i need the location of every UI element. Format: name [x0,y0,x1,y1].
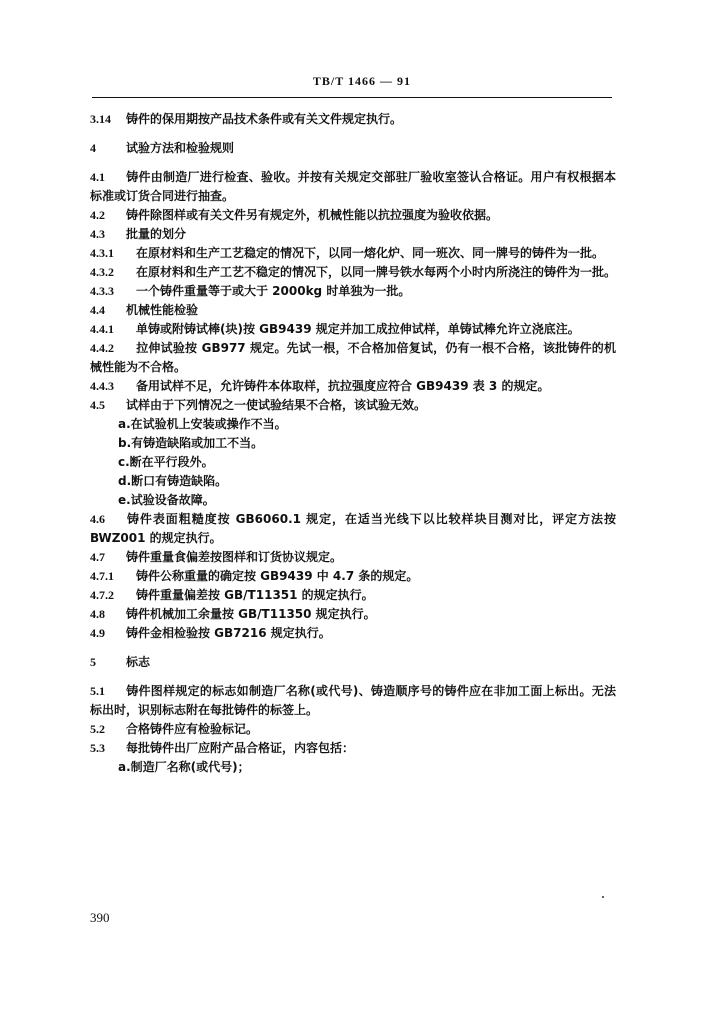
clause-text: 单铸或附铸试棒(块)按 GB9439 规定并加工成拉伸试样，单铸试棒允许立浇底注。 [136,322,580,336]
list-item: c.断在平行段外。 [118,455,214,469]
clause-text: 铸件的保用期按产品技术条件或有关文件规定执行。 [126,112,403,126]
clause-4-3 [90,225,616,244]
document-body [90,110,616,777]
clause-text: 试样由于下列情况之一使试验结果不合格，该试验无效。 [126,398,427,412]
clause-number: 4.4.1 [90,322,114,336]
section-number: 4 [90,141,96,155]
clause-text: 铸件重量食偏差按图样和订货协议规定。 [126,550,343,564]
list-item: b.有铸造缺陷或加工不当。 [118,436,264,450]
clause-number: 5.2 [90,722,105,736]
clause-text: 铸件图样规定的标志如制造厂名称(或代号)、铸造顺序号的铸件应在非加工面上标出。无法标出时，识别标志附在每批铸件的标签上。 [90,684,616,717]
invalid-test-conditions-list [90,415,616,510]
clause-number: 4.4 [90,303,105,317]
clause-text: 拉伸试验按 GB977 规定。先试一根，不合格加倍复试，仍有一根不合格，该批铸件的机械性能为不合格。 [90,341,616,374]
clause-4-5 [90,396,616,415]
clause-3-14 [90,110,616,129]
clause-text: 铸件金相检验按 GB7216 规定执行。 [126,626,331,640]
clause-number: 4.6 [90,512,105,526]
clause-4-7-1 [90,567,616,586]
certificate-contents-list [90,758,616,777]
clause-text: 铸件重量偏差按 GB/T11351 的规定执行。 [136,588,374,602]
clause-4-3-3 [90,282,616,301]
clause-text: 每批铸件出厂应附产品合格证，内容包括： [126,741,355,755]
clause-4-4 [90,301,616,320]
clause-4-3-1 [90,244,616,263]
clause-4-2 [90,206,616,225]
list-item: d.断口有铸造缺陷。 [118,474,228,488]
clause-text: 铸件机械加工余量按 GB/T11350 规定执行。 [126,607,376,621]
clause-5-1 [90,682,616,720]
clause-4-4-1 [90,320,616,339]
clause-number: 5.1 [90,684,105,698]
clause-number: 4.5 [90,398,105,412]
clause-4-1 [90,168,616,206]
clause-4-6 [90,510,616,548]
section-title: 标志 [126,655,151,669]
clause-4-9 [90,624,616,643]
clause-number: 4.7.2 [90,588,114,602]
section-number: 5 [90,655,96,669]
clause-5-3 [90,739,616,758]
clause-4-7 [90,548,616,567]
header-rule [92,97,612,98]
clause-number: 3.14 [90,112,111,126]
list-item: a.制造厂名称(或代号)； [118,760,250,774]
clause-number: 4.7.1 [90,569,114,583]
clause-text: 铸件表面粗糙度按 GB6060.1 规定，在适当光线下以比较样块目测对比，评定方法按 BWZ001 的规定执行。 [90,512,616,545]
scan-speck [602,896,604,898]
clause-4-4-3 [90,377,616,396]
clause-4-8 [90,605,616,624]
clause-number: 4.3.3 [90,284,114,298]
clause-number: 4.3.2 [90,265,114,279]
clause-4-4-2 [90,339,616,377]
section-heading-4 [90,139,616,158]
clause-text: 机械性能检验 [126,303,199,317]
clause-number: 4.7 [90,550,105,564]
clause-4-3-2 [90,263,616,282]
clause-text: 铸件公称重量的确定按 GB9439 中 4.7 条的规定。 [136,569,419,583]
clause-number: 4.2 [90,208,105,222]
clause-number: 4.9 [90,626,105,640]
section-title: 试验方法和检验规则 [126,141,235,155]
clause-text: 在原材料和生产工艺不稳定的情况下，以同一牌号铁水每两个小时内所浇注的铸件为一批。 [136,265,617,279]
clause-text: 备用试样不足，允许铸件本体取样，抗拉强度应符合 GB9439 表 3 的规定。 [136,379,550,393]
page-number: 390 [90,910,110,925]
clause-number: 4.4.3 [90,379,114,393]
clause-number: 4.4.2 [90,341,114,355]
clause-text: 在原材料和生产工艺稳定的情况下，以同一熔化炉、同一班次、同一牌号的铸件为一批。 [136,246,605,260]
clause-text: 合格铸件应有检验标记。 [126,722,259,736]
list-item: e.试验设备故障。 [118,493,215,507]
clause-number: 4.1 [90,170,105,184]
clause-number: 4.8 [90,607,105,621]
clause-text: 铸件由制造厂进行检查、验收。并按有关规定交部驻厂验收室签认合格证。用户有权根据本标准或订货合同进行抽查。 [90,170,616,203]
clause-number: 4.3 [90,227,105,241]
clause-4-7-2 [90,586,616,605]
clause-text: 铸件除图样或有关文件另有规定外，机械性能以抗拉强度为验收依据。 [126,208,499,222]
section-heading-5 [90,653,616,672]
clause-number: 5.3 [90,741,105,755]
clause-text: 一个铸件重量等于或大于 2000kg 时单独为一批。 [136,284,411,298]
list-item: a.在试验机上安装或操作不当。 [118,417,287,431]
clause-number: 4.3.1 [90,246,114,260]
clause-text: 批量的划分 [126,227,187,241]
clause-5-2 [90,720,616,739]
page-header: TB/T 1466 — 91 [312,74,412,88]
